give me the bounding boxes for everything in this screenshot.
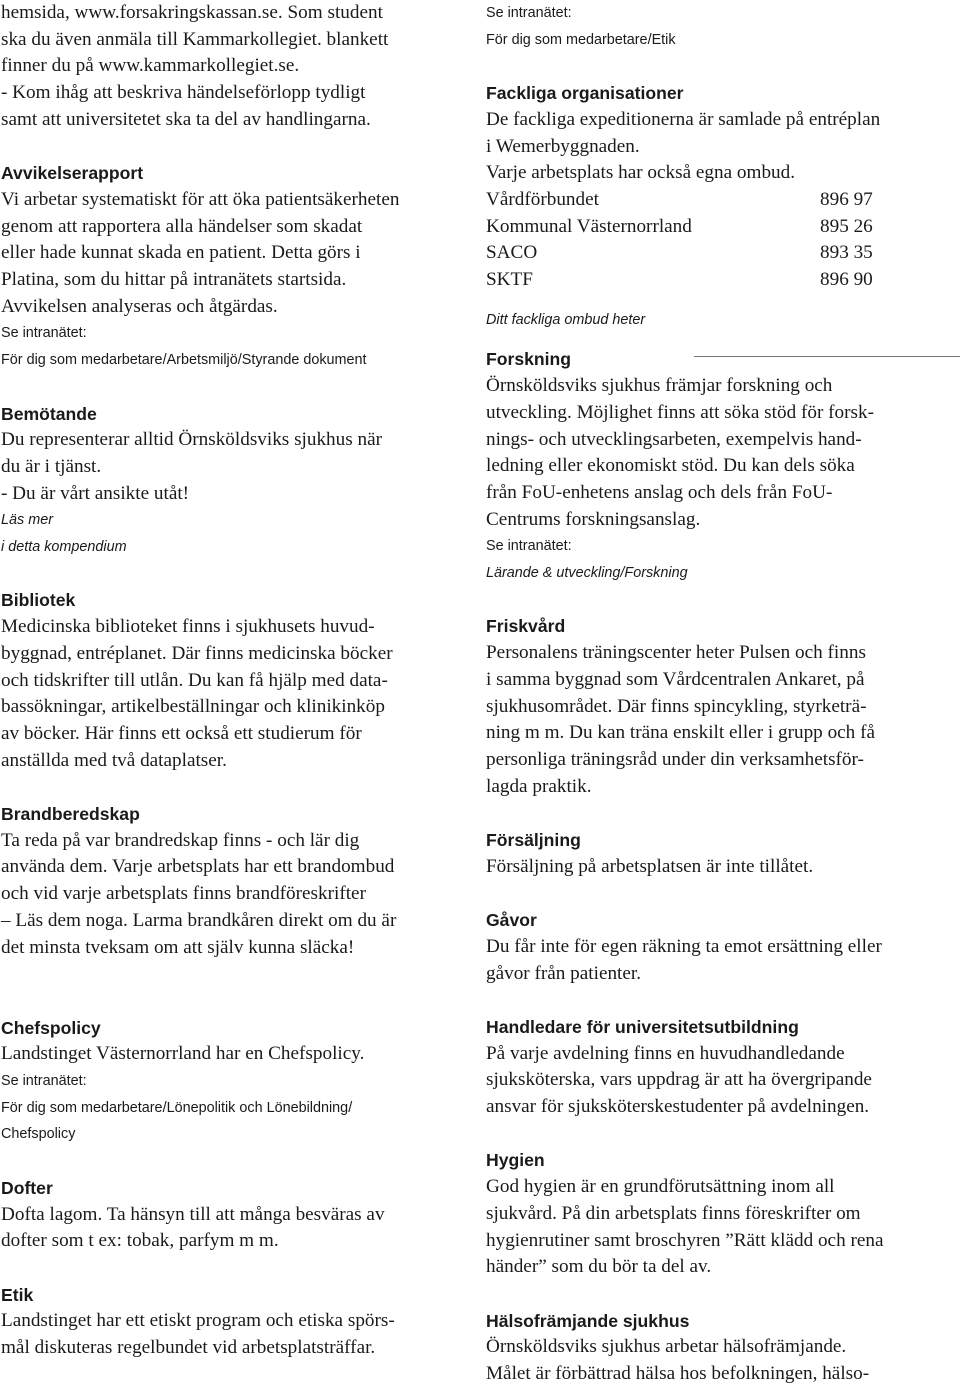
ref-path: För dig som medarbetare/Lönepolitik och Lönebildning/ — [1, 1099, 353, 1116]
body-line: Örnsköldsviks sjukhus arbetar hälsofrämjande. — [486, 1336, 847, 1358]
body-line: Dofta lagom. Ta hänsyn till att många besväras av — [1, 1203, 385, 1225]
body-line: Platina, som du hittar på intranätets startsida. — [1, 269, 347, 291]
body-line: Målet är förbättrad hälsa hos befolkningen, hälso- — [486, 1363, 870, 1385]
intro-line-4: - Kom ihåg att beskriva händelseförlopp tydligt — [1, 82, 366, 104]
left-column — [1, 0, 471, 1362]
ref-label: Läs mer — [1, 512, 53, 529]
union-name: Kommunal Västernorrland — [486, 215, 692, 237]
body-line: På varje avdelning finns en huvudhandledande — [486, 1042, 845, 1064]
ref-label: Se intranätet: — [486, 5, 572, 21]
body-line: utveckling. Möjlighet finns att söka stöd för forsk- — [486, 401, 874, 423]
body-line: Medicinska biblioteket finns i sjukhusets huvud- — [1, 616, 375, 638]
heading-handledare: Handledare för universitetsutbildning — [486, 1016, 799, 1037]
heading-fackliga: Fackliga organisationer — [486, 83, 684, 104]
heading-brandberedskap: Brandberedskap — [1, 804, 140, 825]
union-row — [486, 267, 960, 294]
body-line: och vid varje arbetsplats finns brandföreskrifter — [1, 883, 366, 905]
body-line: dofter som t ex: tobak, parfym m m. — [1, 1230, 279, 1252]
body-line: ning m m. Du kan träna enskilt eller i grupp och få — [486, 722, 875, 744]
body-line: det minsta tveksam om att själv kunna släcka! — [1, 936, 355, 958]
ombud-name-line — [694, 356, 960, 357]
body-line: personliga träningsråd under din verksamhetsför- — [486, 748, 864, 770]
right-column — [486, 0, 960, 1388]
union-row — [486, 214, 960, 241]
union-phone: 895 26 — [820, 215, 873, 237]
body-line: Centrums forskningsanslag. — [486, 508, 701, 530]
heading-halsoframjande: Hälsofrämjande sjukhus — [486, 1310, 690, 1331]
ref-path: För dig som medarbetare/Arbetsmiljö/Styrande dokument — [1, 352, 367, 369]
body-line: sjukhusområdet. Där finns spincykling, styrketrä- — [486, 695, 867, 717]
ref-path: Lärande & utveckling/Forskning — [486, 565, 688, 582]
body-line: hygienrutiner samt broschyren ”Rätt klädd och rena — [486, 1229, 884, 1251]
heading-gavor: Gåvor — [486, 910, 537, 931]
intro-line-3: finner du på www.kammarkollegiet.se. — [1, 55, 300, 77]
union-name: SACO — [486, 242, 538, 264]
union-ombud-note: Ditt fackliga ombud heter — [486, 311, 646, 328]
union-row — [486, 187, 960, 214]
heading-etik: Etik — [1, 1284, 34, 1305]
body-line: Försäljning på arbetsplatsen är inte tillåtet. — [486, 855, 814, 877]
heading-forskning: Forskning — [486, 349, 572, 370]
body-line: lagda praktik. — [486, 775, 592, 797]
intro-line-5: samt att universitetet ska ta del av handlingarna. — [1, 108, 371, 130]
union-row — [486, 240, 960, 267]
body-line: gåvor från patienter. — [486, 962, 642, 984]
body-line: bassökningar, artikelbeställningar och klinikinköp — [1, 696, 385, 718]
body-line: - Du är vårt ansikte utåt! — [1, 482, 190, 504]
body-line: sjuksköterska, vars uppdrag är att ha övergripande — [486, 1069, 872, 1091]
ref-path: För dig som medarbetare/Etik — [486, 31, 676, 48]
union-name: Vårdförbundet — [486, 188, 599, 210]
body-line: Landstinget Västernorrland har en Chefspolicy. — [1, 1043, 365, 1065]
heading-bibliotek: Bibliotek — [1, 590, 76, 611]
body-line: – Läs dem noga. Larma brandkåren direkt om du är — [1, 909, 397, 931]
body-line: av böcker. Här finns ett också ett studierum för — [1, 722, 362, 744]
body-line: God hygien är en grundförutsättning inom all — [486, 1176, 835, 1198]
body-line: i samma byggnad som Vårdcentralen Ankaret, på — [486, 668, 865, 690]
body-line: Avvikelsen analyseras och åtgärdas. — [1, 295, 278, 317]
ref-path: Chefspolicy — [1, 1126, 76, 1143]
body-line: ledning eller ekonomiskt stöd. Du kan dels söka — [486, 455, 855, 477]
body-line: Varje arbetsplats har också egna ombud. — [486, 162, 796, 184]
ref-label: Se intranätet: — [1, 325, 87, 342]
heading-hygien: Hygien — [486, 1150, 545, 1171]
body-line: nings- och utvecklingsarbeten, exempelvis hand- — [486, 428, 862, 450]
heading-dofter: Dofter — [1, 1177, 53, 1198]
body-line: Personalens träningscenter heter Pulsen och finns — [486, 642, 866, 664]
union-name: SKTF — [486, 269, 533, 291]
body-line: händer” som du bör ta del av. — [486, 1256, 712, 1278]
union-phone: 893 35 — [820, 242, 873, 264]
body-line: du är i tjänst. — [1, 455, 102, 477]
body-line: från FoU-enhetens anslag och dels från FoU- — [486, 481, 833, 503]
heading-forsaljning: Försäljning — [486, 830, 581, 851]
intro-line-1: hemsida, www.forsakringskassan.se. Som student — [1, 2, 383, 23]
body-line: använda dem. Varje arbetsplats har ett brandombud — [1, 856, 395, 878]
body-line: anställda med två dataplatser. — [1, 749, 227, 771]
body-line: Landstinget har ett etiskt program och etiska spörs- — [1, 1310, 395, 1332]
body-line: Du representerar alltid Örnsköldsviks sjukhus när — [1, 429, 383, 451]
ref-label: Se intranätet: — [1, 1073, 87, 1090]
body-line: sjukvård. På din arbetsplats finns föreskrifter om — [486, 1202, 861, 1224]
body-line: Du får inte för egen räkning ta emot ersättning eller — [486, 935, 882, 957]
union-phone: 896 90 — [820, 269, 873, 291]
body-line: ansvar för sjuksköterskestudenter på avdelningen. — [486, 1096, 870, 1118]
body-line: genom att rapportera alla händelser som skadat — [1, 215, 363, 237]
body-line: byggnad, entréplanet. Där finns medicinska böcker — [1, 642, 393, 664]
body-line: mål diskuteras regelbundet vid arbetsplatsträffar. — [1, 1337, 376, 1359]
body-line: och tidskrifter till utlån. Du kan få hjälp med data- — [1, 669, 388, 691]
heading-avvikelserapport: Avvikelserapport — [1, 163, 144, 184]
ref-path: i detta kompendium — [1, 539, 127, 556]
intro-line-2: ska du även anmäla till Kammarkollegiet. blankett — [1, 28, 389, 50]
body-line: De fackliga expeditionerna är samlade på entréplan — [486, 108, 881, 130]
ref-label: Se intranätet: — [486, 538, 572, 555]
heading-chefspolicy: Chefspolicy — [1, 1017, 101, 1038]
heading-bemotande: Bemötande — [1, 403, 97, 424]
body-line: Ta reda på var brandredskap finns - och lär dig — [1, 829, 360, 851]
body-line: Örnsköldsviks sjukhus främjar forskning och — [486, 375, 833, 397]
body-line: i Wemerbyggnaden. — [486, 135, 640, 157]
heading-friskvard: Friskvård — [486, 616, 566, 637]
union-phone: 896 97 — [820, 188, 873, 210]
body-line: Vi arbetar systematiskt för att öka patientsäkerheten — [1, 188, 400, 210]
body-line: eller hade kunnat skada en patient. Detta görs i — [1, 242, 361, 264]
